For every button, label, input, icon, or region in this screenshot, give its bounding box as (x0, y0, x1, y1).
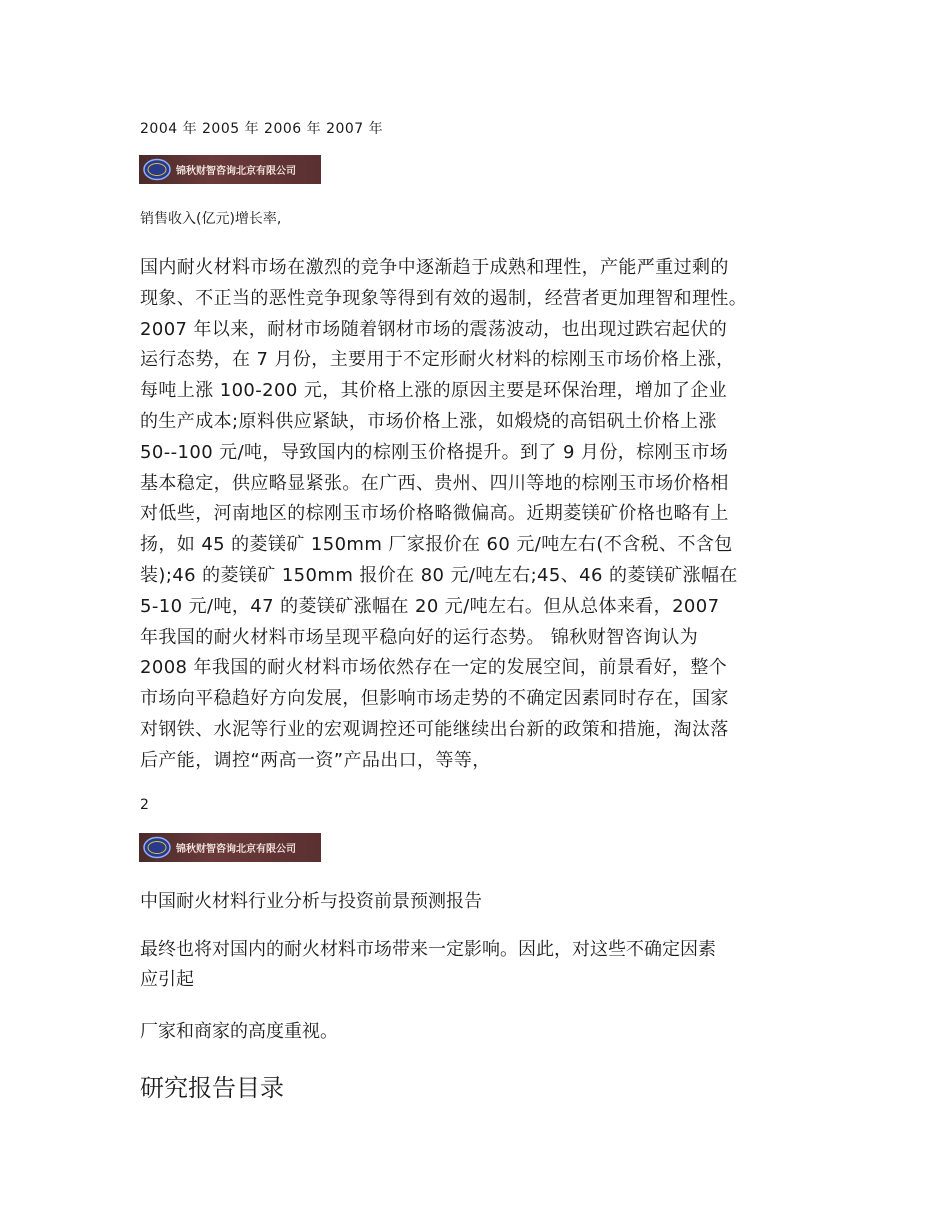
company-logo-banner (139, 155, 321, 184)
company-logo-icon (142, 157, 172, 182)
company-logo-text: 锦秋财智咨询北京有限公司 (176, 844, 296, 855)
body-line: 扬，如 45 的菱镁矿 150mm 厂家报价在 60 元/吨左右(不含税、不含包 (140, 534, 733, 556)
body-line: 5-10 元/吨，47 的菱镁矿涨幅在 20 元/吨左右。但从总体来看，2007 (140, 595, 720, 617)
report-title: 中国耐火材料行业分析与投资前景预测报告 (140, 891, 482, 912)
company-logo-banner (139, 833, 321, 862)
body-line: 50--100 元/吨，导致国内的棕刚玉价格提升。到了 9 月份，棕刚玉市场 (140, 441, 729, 463)
body-line: 现象、不正当的恶性竞争现象等得到有效的遏制，经营者更加理智和理性。 (140, 287, 748, 309)
body-line: 基本稳定，供应略显紧张。在广西、贵州、四川等地的棕刚玉市场价格相 (140, 472, 729, 494)
body-line: 后产能，调控“两高一资”产品出口，等等， (140, 749, 491, 771)
body-line: 2007 年以来，耐材市场随着钢材市场的震荡波动，也出现过跌宕起伏的 (140, 318, 728, 340)
body-line: 对低些，河南地区的棕刚玉市场价格略微偏高。近期菱镁矿价格也略有上 (140, 503, 729, 525)
body-line: 每吨上涨 100-200 元，其价格上涨的原因主要是环保治理，增加了企业 (140, 380, 728, 402)
years-line: 2004 年 2005 年 2006 年 2007 年 (140, 121, 384, 137)
paragraph-three: 厂家和商家的高度重视。 (140, 1021, 338, 1042)
body-line: 2008 年我国的耐火材料市场依然存在一定的发展空间，前景看好，整个 (140, 657, 728, 679)
paragraph-two (140, 935, 830, 995)
company-logo-icon (142, 835, 172, 860)
body-line: 运行态势，在 7 月份，主要用于不定形耐火材料的棕刚玉市场价格上涨， (140, 349, 735, 371)
body-line: 国内耐火材料市场在激烈的竞争中逐渐趋于成熟和理性，产能严重过剩的 (140, 257, 729, 278)
body-line: 对钢铁、水泥等行业的宏观调控还可能继续出台新的政策和措施，淘汰落 (140, 718, 729, 740)
body-line: 市场向平稳趋好方向发展，但影响市场走势的不确定因素同时存在，国家 (140, 688, 729, 710)
body-paragraph (140, 253, 830, 777)
body-line: 最终也将对国内的耐火材料市场带来一定影响。因此，对这些不确定因素 (140, 939, 716, 960)
section-heading: 研究报告目录 (140, 1074, 284, 1102)
chart-caption: 销售收入(亿元)增长率, (140, 211, 282, 227)
page-number: 2 (140, 797, 149, 813)
body-line: 应引起 (140, 969, 194, 990)
company-logo-text: 锦秋财智咨询北京有限公司 (176, 166, 296, 177)
body-line: 装);46 的菱镁矿 150mm 报价在 80 元/吨左右;45、46 的菱镁矿涨幅在 (140, 564, 738, 586)
body-line: 年我国的耐火材料市场呈现平稳向好的运行态势。 锦秋财智咨询认为 (140, 626, 699, 648)
body-line: 的生产成本;原料供应紧缺，市场价格上涨，如煅烧的高铝矾土价格上涨 (140, 410, 717, 432)
